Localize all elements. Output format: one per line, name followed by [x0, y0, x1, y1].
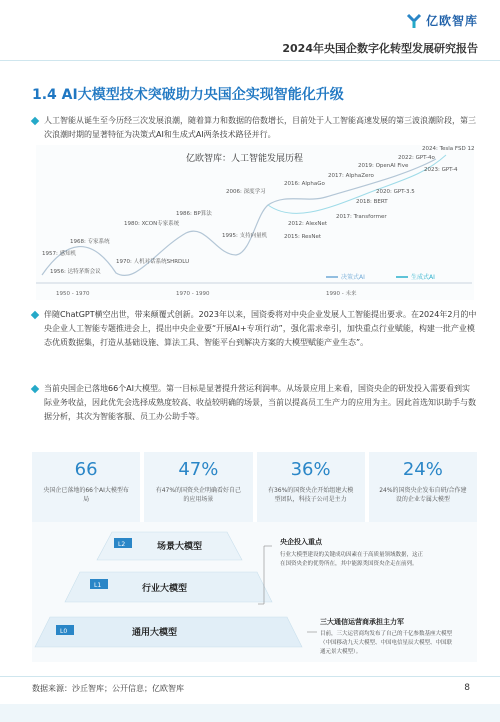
ai-timeline-chart — [36, 145, 474, 300]
data-source: 数据来源：沙丘智库；公开信息；亿欧智库 — [32, 684, 184, 693]
note-line: 通元景大模型）。 — [320, 649, 362, 655]
stat-card — [369, 452, 477, 526]
timeline-event: 2017: AlphaZero — [328, 173, 374, 179]
timeline-event: 2018: BERT — [356, 199, 388, 205]
timeline-era-label: 1970 - 1990 — [176, 291, 210, 297]
stat-description: 有36%的国资央企开始组建大模型团队，科技子公司是主力 — [267, 487, 354, 503]
note-title-operators: 三大通信运营商承担主力军 — [320, 618, 404, 626]
bullet-paragraph-2 — [32, 308, 477, 350]
timeline-title: 亿欧智库：人工智能发展历程 — [186, 154, 304, 164]
stat-description: 有47%的国资央企明确看好自己的应用场景 — [155, 487, 242, 503]
level-label: 通用大模型 — [132, 628, 178, 638]
section-title: 1.4 AI大模型技术突破助力央国企实现智能化升级 — [32, 87, 344, 103]
note-text-operators — [320, 629, 453, 655]
timeline-era-label: 1990 - 未来 — [326, 291, 357, 297]
stats-row — [32, 452, 477, 526]
note-text-focus — [280, 550, 424, 567]
note-line: 行业大模型建设的关键成功因素在于高质量领域数据，这正 — [280, 552, 424, 558]
level-label: 场景大模型 — [157, 542, 203, 552]
logo-text: 亿欧智库 — [425, 14, 478, 28]
stat-value: 36% — [290, 459, 331, 480]
bullet-text: 伴随ChatGPT横空出世，带来颠覆式创新。2023年以来，国资委将对中央企业发展人工智能提出要求。在2024年2月的中央企业人工智能专题推进会上，提出中央企业要“开展AI+专项行动”，强化需求牵引，加快重点行业赋能，构建一批产业模态优质数据集，打造从基础设施、算法工具、智能平台到解决方案的大模型赋能产业生态”。 — [44, 310, 477, 347]
stat-card — [32, 452, 140, 526]
stat-card — [257, 452, 365, 526]
footer-divider — [0, 676, 500, 677]
stat-description: 央国企已落地的66个AI大模型布局 — [43, 487, 129, 503]
timeline-event: 2015: ResNet — [284, 234, 322, 240]
note-line: 在国资央企的优势所在，其中能源类国资央企走在前列。 — [280, 561, 418, 567]
page-number: 8 — [464, 683, 470, 693]
level-tag-text: L2 — [118, 541, 126, 548]
timeline-event: 1980: XCON专家系统 — [124, 221, 180, 227]
timeline-event: 1986: BP算法 — [176, 211, 212, 217]
timeline-event: 2016: AlphaGo — [284, 181, 325, 187]
note-title-focus: 央企投入重点 — [280, 538, 322, 546]
report-title: 2024年央国企数字化转型发展研究报告 — [282, 42, 478, 55]
header-divider — [0, 60, 500, 61]
stat-value: 47% — [178, 459, 219, 480]
stat-card — [144, 452, 252, 526]
bullet-paragraph-1 — [32, 114, 477, 142]
legend-label: 决策式AI — [341, 274, 365, 281]
level-tag-text: L1 — [94, 582, 102, 589]
timeline-event: 2006: 深度学习 — [226, 189, 266, 195]
timeline-event: 1957: 感知机 — [42, 251, 77, 257]
level-tag-text: L0 — [60, 628, 68, 635]
timeline-event: 1995: 支持向量机 — [222, 233, 268, 239]
stat-value: 66 — [74, 459, 98, 480]
logo-icon — [406, 13, 422, 29]
timeline-event: 2017: Transformer — [336, 214, 387, 220]
timeline-event: 1956: 达特茅斯会议 — [50, 269, 101, 275]
timeline-event: 2019: OpenAI Five — [358, 163, 409, 169]
timeline-era-label: 1950 - 1970 — [56, 291, 90, 297]
bullet-paragraph-3 — [32, 382, 477, 424]
legend-label: 生成式AI — [411, 274, 435, 281]
level-label: 行业大模型 — [142, 584, 188, 594]
note-line: 目前，三大运营商均发布了自己的千亿参数基座大模型 — [320, 631, 453, 637]
stat-value: 24% — [402, 459, 443, 480]
footer-bar — [0, 704, 500, 722]
timeline-event: 2022: GPT-4o — [398, 155, 435, 161]
timeline-event: 1970: 人机对话系统SHRDLU — [116, 259, 190, 265]
note-line: （中国移动九天大模型、中国电信星辰大模型、中国联 — [320, 640, 453, 646]
timeline-event: 2023: GPT-4 — [424, 167, 458, 173]
bullet-text: 人工智能从诞生至今历经三次发展浪潮，随着算力和数据的倍数增长，目前处于人工智能高速发展的第三波浪潮阶段，第三次浪潮时期的显著特征为决策式AI和生成式AI两条技术路径并行。 — [44, 116, 476, 139]
model-pyramid-diagram — [32, 522, 477, 662]
timeline-event: 2024: Tesla FSD 12 — [422, 146, 474, 152]
company-logo — [406, 12, 478, 29]
bullet-text: 当前央国企已落地66个AI大模型。第一目标是显著提升营运利润率。从场景应用上来看，国资央企的研发投入需要看到实际业务收益，因此优先会选择成熟度较高、收益较明确的场景，当前以提高员工生产力的应用为主。因此首选知识助手与数据分析，其次为智能客服、员工办公助手等。 — [44, 384, 476, 421]
timeline-event: 1968: 专家系统 — [70, 239, 110, 245]
timeline-event: 2020: GPT-3.5 — [376, 189, 415, 195]
stat-description: 24%的国资央企发布自研/合作建设的企业专属大模型 — [379, 487, 467, 503]
timeline-event: 2012: AlexNet — [288, 221, 328, 227]
